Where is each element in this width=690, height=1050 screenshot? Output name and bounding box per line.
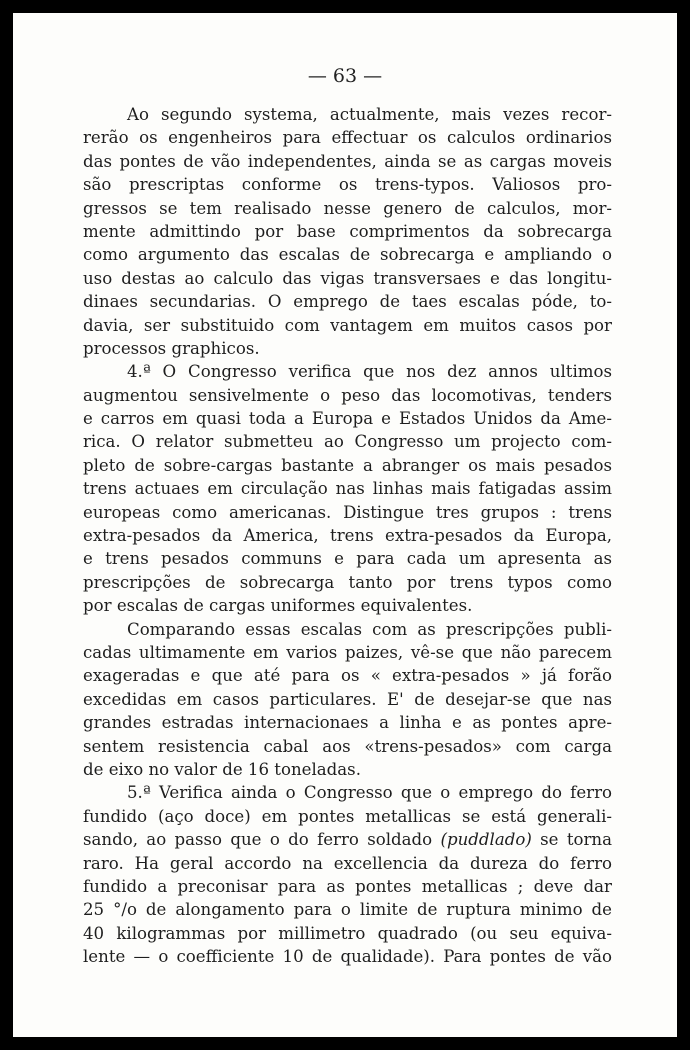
- text-line: extra-pesados da America, trens extra-pesados da Europa,: [83, 526, 612, 546]
- text-line: raro. Ha geral accordo na excellencia da dureza do ferro: [83, 853, 612, 873]
- text-line: rerão os engenheiros para effectuar os calculos ordinarios: [83, 128, 612, 148]
- text-line: e trens pesados communs e para cada um apresenta as: [83, 549, 612, 569]
- text-line: por escalas de cargas uniformes equivalentes.: [83, 596, 473, 616]
- text-line: excedidas em casos particulares. E' de desejar-se que nas: [83, 689, 612, 709]
- text-line: são prescriptas conforme os trens-typos. Valiosos pro-: [83, 175, 612, 195]
- text-line: 25 °/o de alongamento para o limite de ruptura minimo de: [83, 900, 612, 920]
- text-line: uso destas ao calculo das vigas transversaes e das longitu-: [83, 268, 612, 288]
- text-line: fundido (aço doce) em pontes metallicas se está generali-: [83, 806, 612, 826]
- text-line: davia, ser substituido com vantagem em muitos casos por: [83, 315, 612, 335]
- text-line: processos graphicos.: [83, 338, 260, 358]
- text-line: 5.ª Verifica ainda o Congresso que o emprego do ferro: [127, 783, 612, 803]
- text-line: fundido a preconisar para as pontes metallicas ; deve dar: [83, 876, 612, 896]
- text-line: augmentou sensivelmente o peso das locomotivas, tenders: [83, 385, 612, 405]
- text-segment: se torna: [531, 830, 612, 850]
- text-line: das pontes de vão independentes, ainda se as cargas moveis: [83, 151, 612, 171]
- paragraph-4: [83, 781, 612, 968]
- text-line: rica. O relator submetteu ao Congresso um projecto com-: [83, 432, 612, 452]
- text-line: 4.ª O Congresso verifica que nos dez annos ultimos: [127, 362, 612, 382]
- text-line: exageradas e que até para os « extra-pesados » já forão: [83, 666, 612, 686]
- body-text: [83, 103, 612, 968]
- page-number: — 63 —: [307, 65, 383, 87]
- text-line: como argumento das escalas de sobrecarga e ampliando o: [83, 245, 612, 265]
- text-line: cadas ultimamente em varios paizes, vê-se que não parecem: [83, 642, 612, 662]
- text-line-mixed: [83, 828, 612, 851]
- text-line: prescripções de sobrecarga tanto por trens typos como: [83, 572, 612, 592]
- paragraph-1: [83, 103, 612, 360]
- text-line: europeas como americanas. Distingue tres grupos : trens: [83, 502, 612, 522]
- text-line: gressos se tem realisado nesse genero de calculos, mor-: [83, 198, 612, 218]
- text-line: de eixo no valor de 16 toneladas.: [83, 759, 361, 779]
- text-line: lente — o coefficiente 10 de qualidade). Para pontes de vão: [83, 947, 612, 967]
- text-line: mente admittindo por base comprimentos da sobrecarga: [83, 221, 612, 241]
- text-line: sentem resistencia cabal aos «trens-pesados» com carga: [83, 736, 612, 756]
- text-line: Comparando essas escalas com as prescripções publi-: [127, 619, 612, 639]
- paragraph-2: [83, 360, 612, 617]
- text-line: dinaes secundarias. O emprego de taes escalas póde, to-: [83, 292, 612, 312]
- text-line: trens actuaes em circulação nas linhas mais fatigadas assim: [83, 479, 612, 499]
- paragraph-3: [83, 618, 612, 782]
- text-line: grandes estradas internacionaes a linha e as pontes apre-: [83, 713, 612, 733]
- text-line: Ao segundo systema, actualmente, mais vezes recor-: [127, 105, 612, 124]
- book-page: [13, 13, 677, 1037]
- text-line: 40 kilogrammas por millimetro quadrado (ou seu equiva-: [83, 923, 612, 943]
- italic-term: (puddlado): [440, 830, 532, 850]
- text-line: e carros em quasi toda a Europa e Estados Unidos da Ame-: [83, 409, 612, 429]
- text-segment: sando, ao passo que o do ferro soldado: [83, 830, 433, 850]
- text-line: pleto de sobre-cargas bastante a abranger os mais pesados: [83, 455, 612, 475]
